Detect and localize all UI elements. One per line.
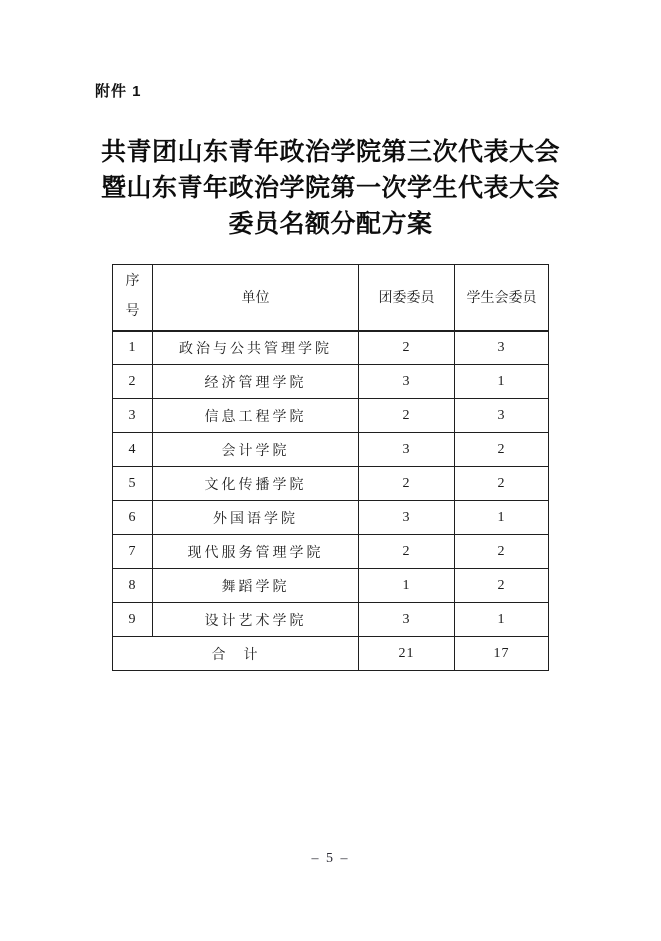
cell-no: 2 [113,365,153,399]
cell-student-union: 1 [455,365,549,399]
cell-no: 4 [113,433,153,467]
cell-student-union: 3 [455,399,549,433]
table-header-row [113,265,549,331]
header-unit: 单位 [153,265,359,331]
cell-unit: 设计艺术学院 [153,603,359,637]
cell-unit: 文化传播学院 [153,467,359,501]
header-league-committee: 团委委员 [359,265,455,331]
quota-allocation-table [112,264,549,671]
cell-student-union: 2 [455,467,549,501]
cell-league: 1 [359,569,455,603]
title-line-2: 暨山东青年政治学院第一次学生代表大会 [100,175,560,202]
cell-student-union: 2 [455,433,549,467]
cell-unit: 信息工程学院 [153,399,359,433]
total-student-union: 17 [455,637,549,671]
cell-league: 3 [359,365,455,399]
header-no [113,265,153,331]
table-row [113,365,549,399]
table-row [113,501,549,535]
title-line-3: 委员名额分配方案 [228,211,433,238]
table-row [113,535,549,569]
table-row [113,603,549,637]
cell-no: 9 [113,603,153,637]
cell-no: 8 [113,569,153,603]
cell-unit: 经济管理学院 [153,365,359,399]
cell-no: 3 [113,399,153,433]
cell-unit: 外国语学院 [153,501,359,535]
cell-unit: 现代服务管理学院 [153,535,359,569]
cell-student-union: 2 [455,535,549,569]
cell-no: 1 [113,331,153,365]
cell-student-union: 2 [455,569,549,603]
table-row [113,399,549,433]
table-row [113,467,549,501]
cell-league: 2 [359,331,455,365]
cell-league: 2 [359,467,455,501]
cell-student-union: 1 [455,603,549,637]
table-row [113,569,549,603]
total-label: 合 计 [113,637,359,671]
cell-no: 7 [113,535,153,569]
table-row [113,433,549,467]
cell-student-union: 3 [455,331,549,365]
attachment-label: 附件 1 [95,83,142,100]
cell-no: 5 [113,467,153,501]
cell-no: 6 [113,501,153,535]
cell-unit: 会计学院 [153,433,359,467]
cell-student-union: 1 [455,501,549,535]
table-row [113,331,549,365]
header-student-union: 学生会委员 [455,265,549,331]
page-number: – 5 – [311,851,350,866]
cell-league: 3 [359,433,455,467]
cell-league: 2 [359,535,455,569]
cell-league: 3 [359,501,455,535]
total-league: 21 [359,637,455,671]
table-total-row [113,637,549,671]
title-line-1: 共青团山东青年政治学院第三次代表大会 [100,139,560,166]
cell-league: 2 [359,399,455,433]
cell-unit: 舞蹈学院 [153,569,359,603]
cell-unit: 政治与公共管理学院 [153,331,359,365]
header-no-label: 序号 [125,274,140,320]
cell-league: 3 [359,603,455,637]
document-title [0,135,661,243]
